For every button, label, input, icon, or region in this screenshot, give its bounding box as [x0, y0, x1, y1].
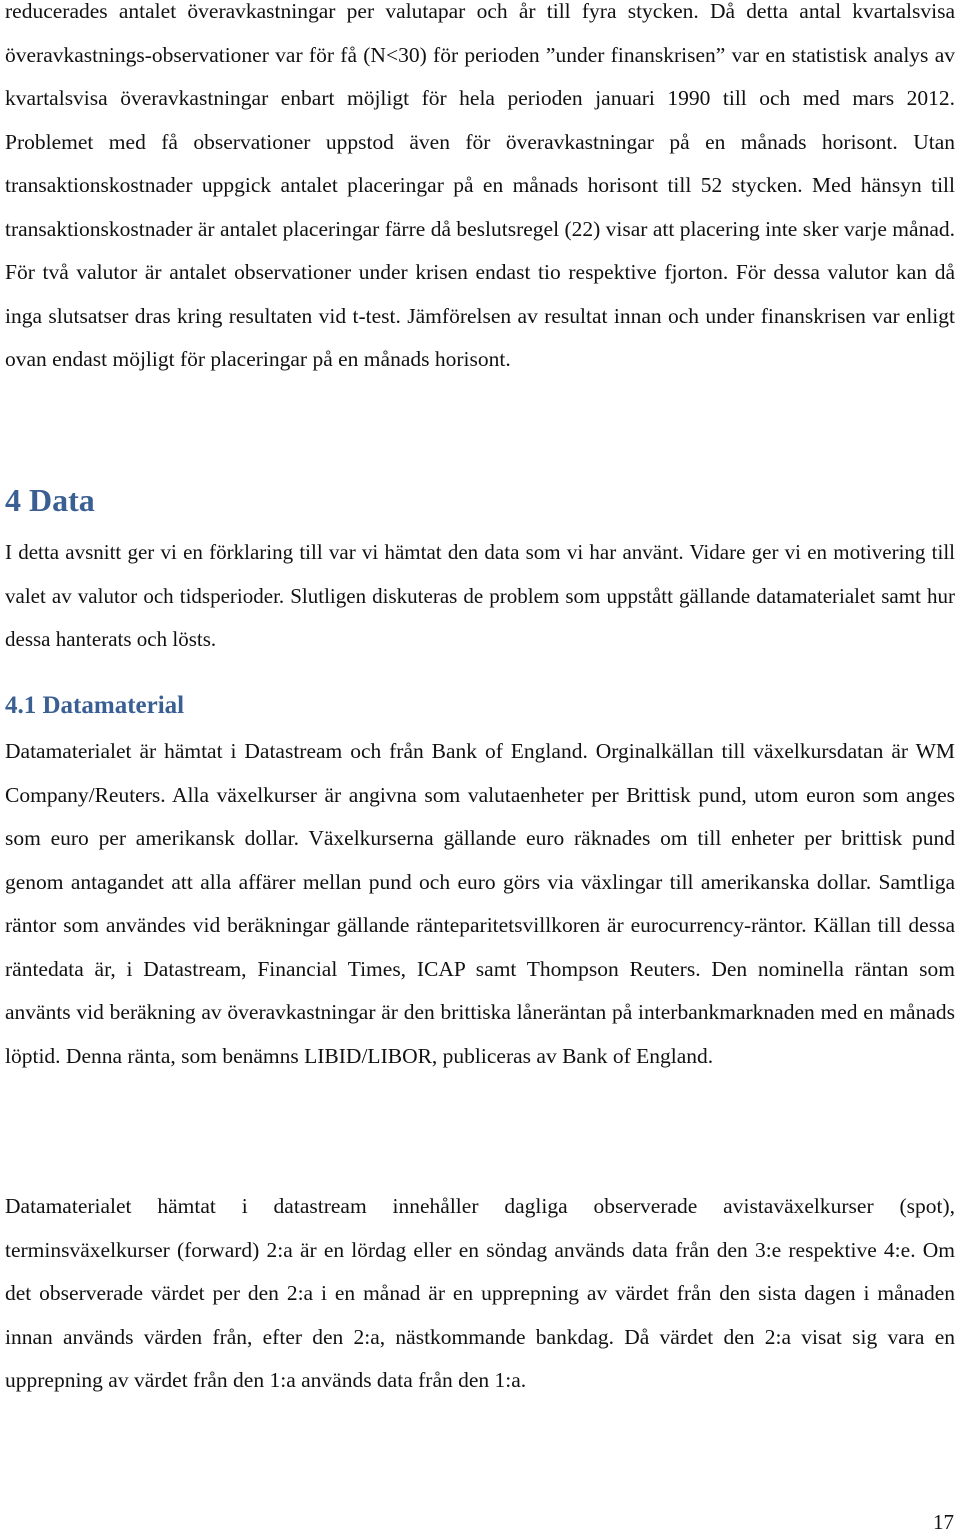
page-number: 17: [933, 1510, 954, 1534]
subsection-heading: 4.1 Datamaterial: [5, 692, 185, 719]
top-paragraph: reducerades antalet överavkastningar per valutapar och år till fyra stycken. Då detta antal kvartalsvisa överavkastnings-observationer var för få (N<30) för perioden ”under finanskrisen” var en statistisk analys av kvartalsvisa överavkastningar enbart möjligt för hela perioden januari 1990 till och med mars 2012. Problemet med få observationer uppstod även för överavkastningar på en månads horisont. Utan transaktionskostnader uppgick antalet placeringar på en månads horisont till 52 stycken. Med hänsyn till transaktionskostnader är antalet placeringar färre då beslutsregel (22) visar att placering inte sker varje månad. För två valutor är antalet observationer under krisen endast tio respektive fjorton. För dessa valutor kan då inga slutsatser dras kring resultaten vid t-test. Jämförelsen av resultat innan och under finanskrisen var enligt ovan endast möjligt för placeringar på en månads horisont.: [5, 0, 955, 371]
section-intro-paragraph: I detta avsnitt ger vi en förklaring till var vi hämtat den data som vi har använt. Vidare ger vi en motivering till valet av valutor och tidsperioder. Slutligen diskuteras de problem som uppstått gällande datamaterialet samt hur dessa hanterats och lösts.: [5, 540, 955, 651]
datamaterial-paragraph-1: Datamaterialet är hämtat i Datastream och från Bank of England. Orginalkällan till växelkursdatan är WM Company/Reuters. Alla växelkurser är angivna som valutaenheter per Brittisk pund, utom euron som anges som euro per amerikansk dollar. Växelkurserna gällande euro räknades om till enheter per brittisk pund genom antagandet att alla affärer mellan pund och euro görs via växlingar till amerikanska dollar. Samtliga räntor som användes vid beräkningar gällande ränteparitetsvillkoren är eurocurrency-räntor. Källan till dessa räntedata är, i Datastream, Financial Times, ICAP samt Thompson Reuters. Den nominella räntan som använts vid beräkning av överavkastningar är den brittiska låneräntan på interbankmarknaden med en månads löptid. Denna ränta, som benämns LIBID/LIBOR, publiceras av Bank of England.: [5, 739, 955, 1068]
section-heading: 4 Data: [5, 482, 95, 518]
datamaterial-paragraph-2: Datamaterialet hämtat i datastream innehåller dagliga observerade avistaväxelkurser (spot), terminsväxelkurser (forward) 2:a är en lördag eller en söndag används data från den 3:e respektive 4:e. Om det observerade värdet per den 2:a i en månad är en upprepning av värdet från den sista dagen i månaden innan används värden från, efter den 2:a, nästkommande bankdag. Då värdet den 2:a visat sig vara en upprepning av värdet från den 1:a används data från den 1:a.: [5, 1194, 955, 1392]
